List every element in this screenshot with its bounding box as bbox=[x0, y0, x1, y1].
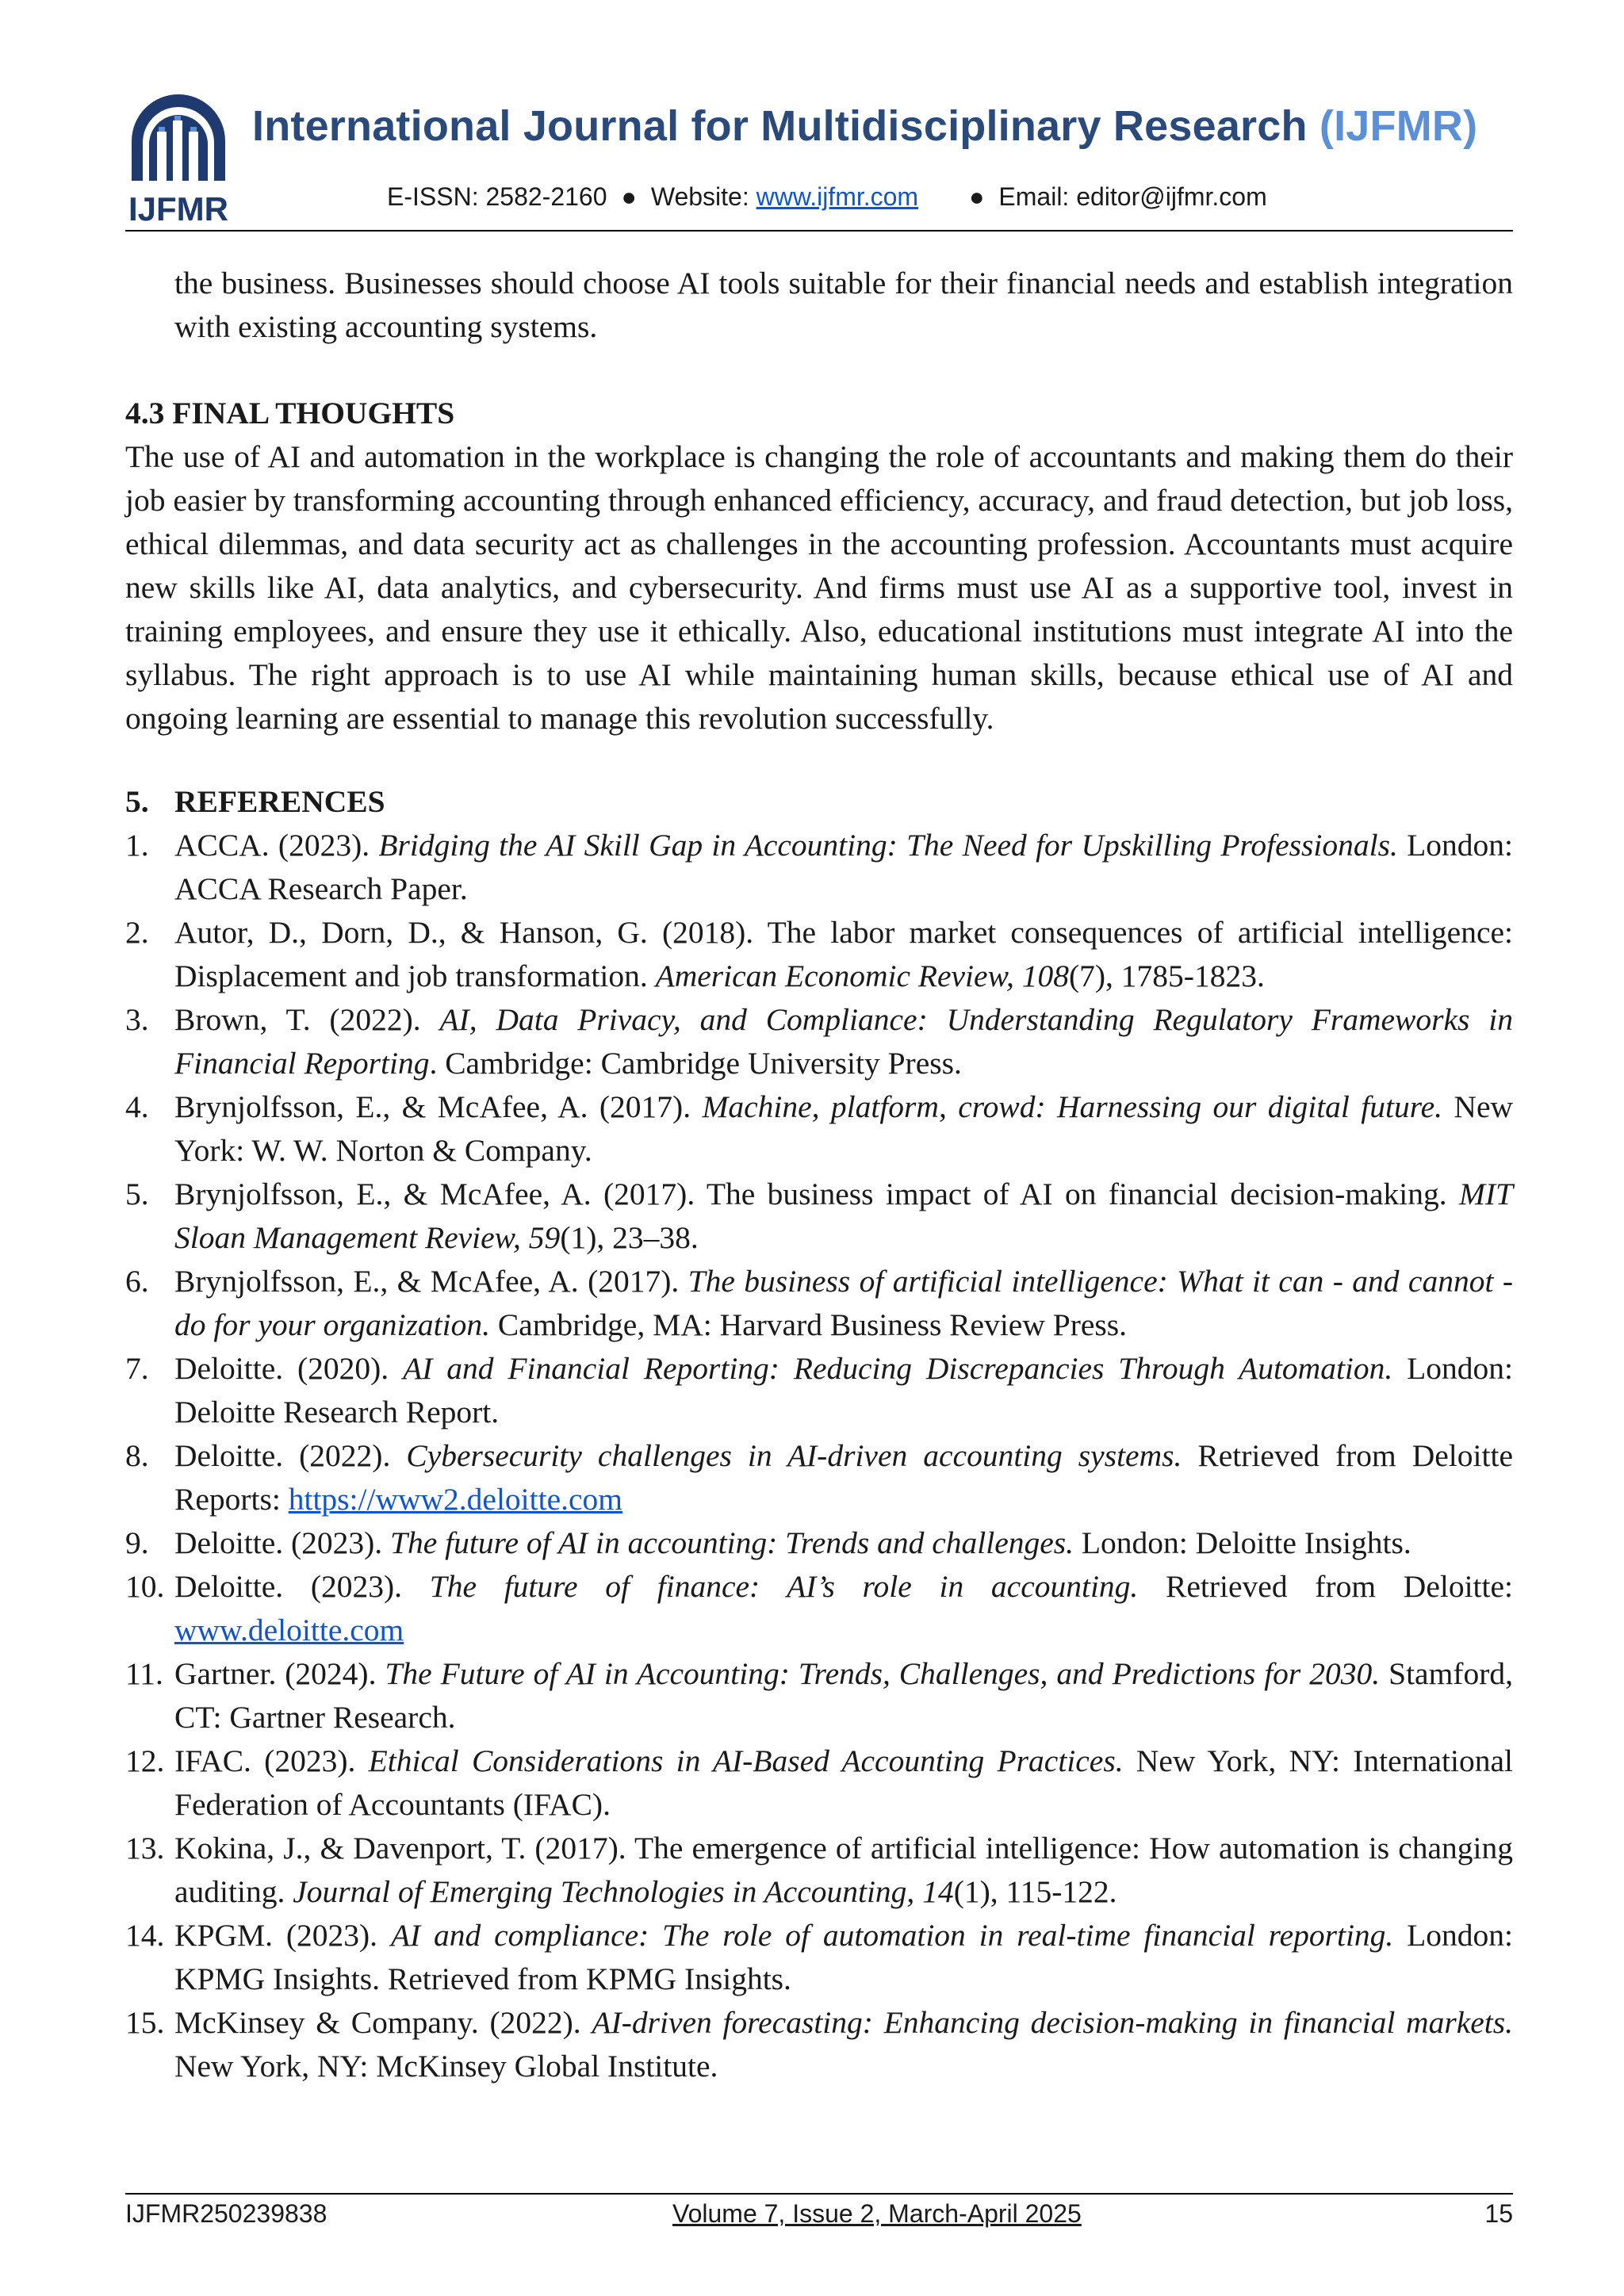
reference-source: Retrieved from Deloitte Reports: bbox=[174, 1438, 1513, 1517]
reference-source: Cambridge, MA: Harvard Business Review Press. bbox=[489, 1307, 1128, 1342]
reference-number: 11. bbox=[125, 1656, 163, 1691]
reference-authors: KPGM. (2023). bbox=[174, 1918, 391, 1953]
bullet-separator: ● bbox=[969, 182, 985, 211]
reference-title: AI and compliance: The role of automation in real-time financial reporting. bbox=[390, 1918, 1394, 1953]
reference-authors: McKinsey & Company. (2022). bbox=[174, 2005, 592, 2040]
reference-authors: Deloitte. (2020). bbox=[174, 1351, 404, 1386]
reference-title: The Future of AI in Accounting: Trends, Challenges, and Predictions for 2030. bbox=[385, 1656, 1381, 1691]
reference-item bbox=[125, 1085, 1513, 1173]
reference-number: 2. bbox=[125, 915, 149, 950]
reference-item bbox=[125, 1565, 1513, 1652]
reference-number: 4. bbox=[125, 1089, 149, 1124]
page-footer bbox=[125, 2199, 1513, 2234]
reference-item bbox=[125, 1914, 1513, 2001]
ijfmr-logo-icon bbox=[125, 92, 232, 225]
reference-authors: ACCA. (2023). bbox=[174, 828, 379, 863]
paragraph-final-thoughts: The use of AI and automation in the workplace is changing the role of accountants and making them do their job easier by transforming accounting through enhanced efficiency, accuracy, and fraud detection, but job loss, ethical dilemmas, and data security act as challenges in the accounting profession. Accountants must acquire new skills like AI, data analytics, and cybersecurity. And firms must use AI as a supportive tool, invest in training employees, and ensure they use it ethically. Also, educational institutions must integrate AI into the syllabus. The right approach is to use AI while maintaining human skills, because ethical use of AI and ongoing learning are essential to manage this revolution successfully. bbox=[125, 439, 1513, 736]
paper-id: IJFMR250239838 bbox=[125, 2199, 327, 2228]
reference-number: 5. bbox=[125, 1177, 149, 1211]
reference-authors: Autor, D., Dorn, D., & Hanson, G. (2018). The labor market consequences of artificial intelligence: Displacement and job transformation. bbox=[174, 915, 1513, 993]
reference-number: 10. bbox=[125, 1569, 165, 1604]
reference-number: 14. bbox=[125, 1918, 165, 1953]
reference-source: (7), 1785-1823. bbox=[1068, 959, 1265, 993]
reference-title: Ethical Considerations in AI-Based Accounting Practices. bbox=[368, 1743, 1124, 1778]
reference-item bbox=[125, 1521, 1513, 1565]
reference-authors: Kokina, J., & Davenport, T. (2017). The emergence of artificial intelligence: How automation is changing auditing. bbox=[174, 1831, 1513, 1909]
reference-source: . Cambridge: Cambridge University Press. bbox=[429, 1046, 962, 1081]
reference-item bbox=[125, 1434, 1513, 1521]
reference-source: (1), 115-122. bbox=[953, 1874, 1117, 1909]
website-link[interactable]: www.ijfmr.com bbox=[756, 182, 919, 211]
reference-item bbox=[125, 911, 1513, 998]
website-label: Website: bbox=[650, 182, 749, 211]
reference-source: (1), 23–38. bbox=[560, 1220, 699, 1255]
footer-divider bbox=[125, 2193, 1513, 2195]
reference-number: 6. bbox=[125, 1264, 149, 1299]
reference-title: AI-driven forecasting: Enhancing decision-making in financial markets. bbox=[592, 2005, 1513, 2040]
reference-authors: Brynjolfsson, E., & McAfee, A. (2017). bbox=[174, 1264, 688, 1299]
reference-number: 15. bbox=[125, 2005, 165, 2040]
reference-link[interactable]: https://www2.deloitte.com bbox=[288, 1482, 623, 1517]
reference-item bbox=[125, 824, 1513, 911]
reference-number: 3. bbox=[125, 1002, 149, 1037]
reference-source: Retrieved from Deloitte: bbox=[1138, 1569, 1513, 1604]
reference-authors: Gartner. (2024). bbox=[174, 1656, 385, 1691]
journal-title bbox=[252, 101, 1477, 151]
reference-authors: IFAC. (2023). bbox=[174, 1743, 369, 1778]
bullet-separator: ● bbox=[621, 182, 637, 211]
reference-number: 8. bbox=[125, 1438, 149, 1473]
reference-title: The future of AI in accounting: Trends and challenges. bbox=[390, 1525, 1074, 1560]
reference-list bbox=[125, 824, 1513, 2088]
volume-issue-link[interactable]: Volume 7, Issue 2, March-April 2025 bbox=[672, 2199, 1082, 2228]
reference-item bbox=[125, 1347, 1513, 1434]
reference-title: Bridging the AI Skill Gap in Accounting: The Need for Upskilling Professionals. bbox=[378, 828, 1398, 863]
reference-number: 13. bbox=[125, 1831, 165, 1866]
reference-number: 9. bbox=[125, 1525, 149, 1560]
reference-source: London: KPMG Insights. Retrieved from KPMG Insights. bbox=[174, 1918, 1513, 1996]
reference-title: Journal of Emerging Technologies in Accounting, 14 bbox=[293, 1874, 954, 1909]
reference-item bbox=[125, 998, 1513, 1085]
reference-number: 1. bbox=[125, 828, 149, 863]
reference-source: London: Deloitte Insights. bbox=[1074, 1525, 1411, 1560]
reference-title: AI, Data Privacy, and Compliance: Understanding Regulatory Frameworks in Financial Reporting bbox=[174, 1002, 1513, 1081]
reference-authors: Brown, T. (2022). bbox=[174, 1002, 440, 1037]
journal-header bbox=[125, 78, 1513, 233]
reference-authors: Deloitte. (2023). bbox=[174, 1525, 391, 1560]
reference-authors: Brynjolfsson, E., & McAfee, A. (2017). bbox=[174, 1089, 703, 1124]
page-number: 15 bbox=[1484, 2199, 1513, 2228]
journal-title-main: International Journal for Multidisciplinary Research bbox=[252, 102, 1308, 150]
logo-wordmark: IJFMR bbox=[128, 190, 228, 225]
reference-authors: Deloitte. (2023). bbox=[174, 1569, 430, 1604]
issn: E-ISSN: 2582-2160 bbox=[387, 182, 607, 211]
reference-source: New York: W. W. Norton & Company. bbox=[174, 1089, 1513, 1168]
reference-item bbox=[125, 1260, 1513, 1347]
reference-authors: Brynjolfsson, E., & McAfee, A. (2017). The business impact of AI on financial decision-making. bbox=[174, 1177, 1459, 1211]
reference-source: London: ACCA Research Paper. bbox=[174, 828, 1513, 906]
paragraph-continuation: the business. Businesses should choose AI tools suitable for their financial needs and establish integration with existing accounting systems. bbox=[174, 266, 1513, 344]
reference-title: Machine, platform, crowd: Harnessing our digital future. bbox=[702, 1089, 1443, 1124]
reference-item bbox=[125, 1652, 1513, 1739]
reference-title: American Economic Review, 108 bbox=[655, 959, 1069, 993]
journal-meta-line bbox=[387, 182, 1267, 212]
reference-item bbox=[125, 1739, 1513, 1827]
reference-source: New York, NY: McKinsey Global Institute. bbox=[174, 2049, 718, 2084]
reference-title: The business of artificial intelligence: What it can - and cannot - do for your organization. bbox=[174, 1264, 1513, 1342]
journal-title-abbr: (IJFMR) bbox=[1319, 102, 1478, 150]
references-heading bbox=[125, 780, 1513, 824]
reference-title: Cybersecurity challenges in AI-driven accounting systems. bbox=[406, 1438, 1182, 1473]
reference-item bbox=[125, 1173, 1513, 1260]
reference-source: New York, NY: International Federation of Accountants (IFAC). bbox=[174, 1743, 1513, 1822]
reference-title: MIT Sloan Management Review, 59 bbox=[174, 1177, 1513, 1255]
page-body bbox=[125, 262, 1513, 2088]
reference-title: AI and Financial Reporting: Reducing Discrepancies Through Automation. bbox=[403, 1351, 1393, 1386]
reference-number: 12. bbox=[125, 1743, 165, 1778]
header-divider bbox=[125, 230, 1513, 232]
reference-number: 7. bbox=[125, 1351, 149, 1386]
section-number: 5. bbox=[125, 784, 149, 819]
reference-source: London: Deloitte Research Report. bbox=[174, 1351, 1513, 1429]
section-title: REFERENCES bbox=[174, 784, 385, 819]
reference-item bbox=[125, 2001, 1513, 2088]
email: Email: editor@ijfmr.com bbox=[998, 182, 1267, 211]
section-heading-final-thoughts: 4.3 FINAL THOUGHTS bbox=[125, 396, 455, 430]
reference-link[interactable]: www.deloitte.com bbox=[174, 1613, 404, 1647]
reference-source: Stamford, CT: Gartner Research. bbox=[174, 1656, 1513, 1735]
reference-title: The future of finance: AI’s role in accounting. bbox=[429, 1569, 1139, 1604]
reference-authors: Deloitte. (2022). bbox=[174, 1438, 407, 1473]
reference-item bbox=[125, 1827, 1513, 1914]
